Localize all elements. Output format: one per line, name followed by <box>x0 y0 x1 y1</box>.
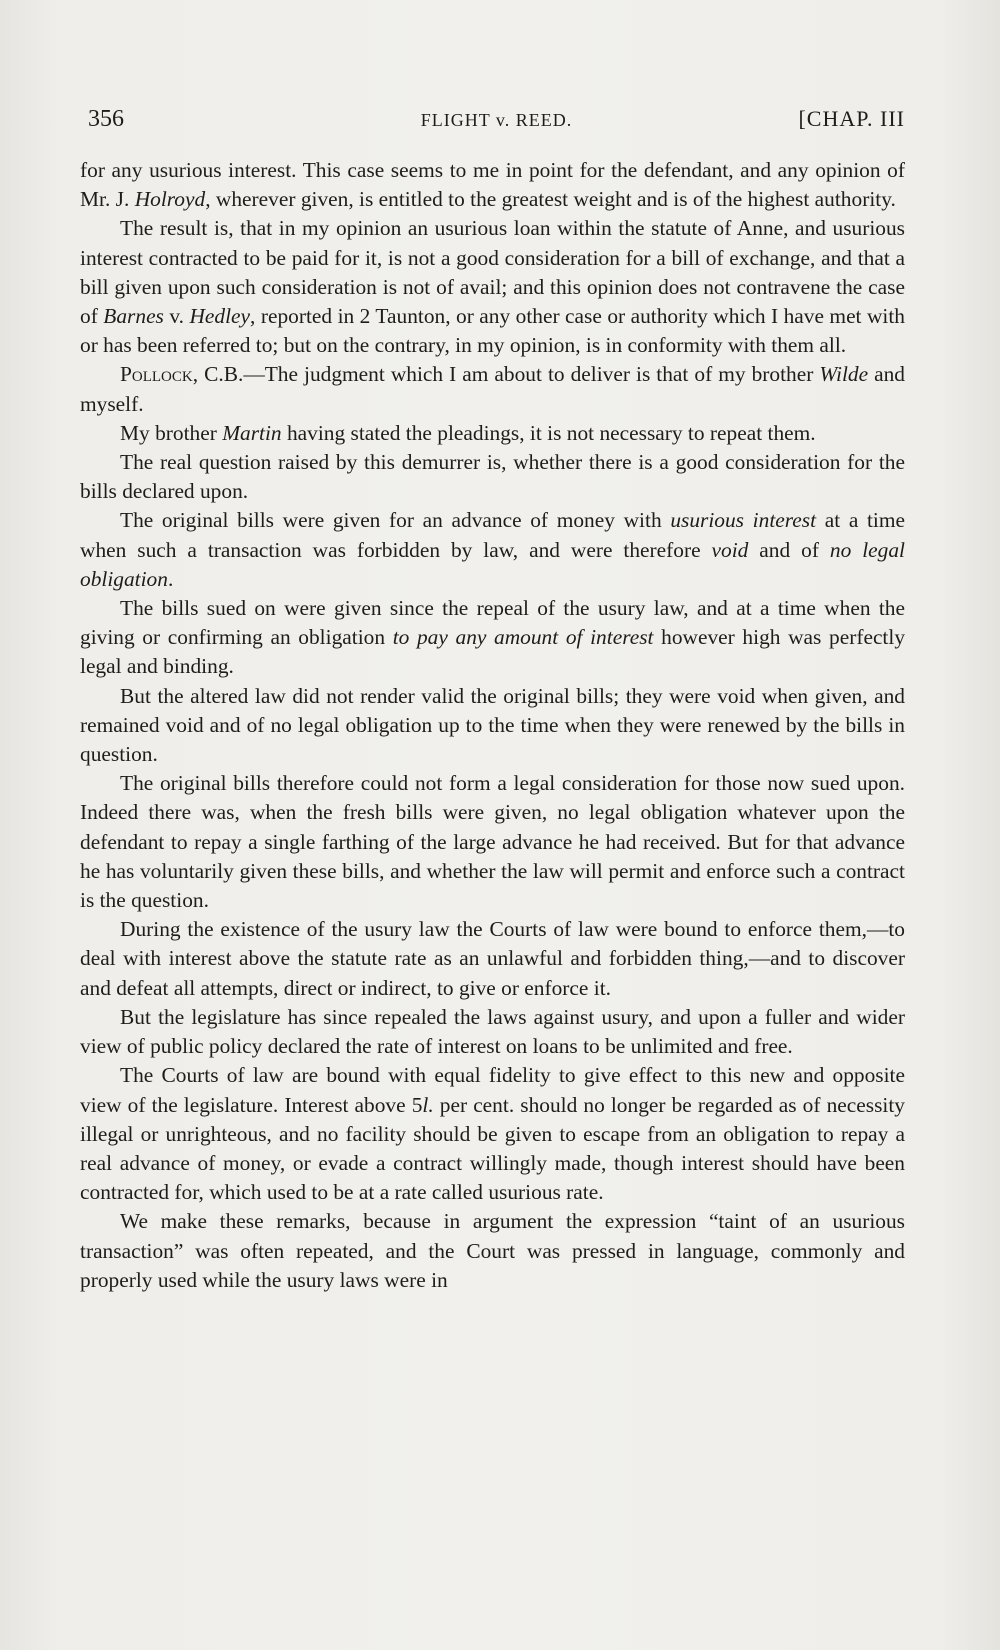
paragraph <box>80 594 905 682</box>
text-run: The Courts of law are bound with equal fidelity to give effect to this new and opposite view of the legislature. Interest above 5 <box>80 1063 905 1117</box>
italic-text: Holroyd <box>134 187 206 212</box>
paragraph <box>80 915 905 1003</box>
paragraph <box>80 1207 905 1295</box>
text-run: The real question raised by this demurrer is, whether there is a good consideration for the bills declared upon. <box>80 450 905 504</box>
text-run: But the altered law did not render valid the original bills; they were void when given, and remained void and of no legal obligation up to the time when they were renewed by the bills in question. <box>80 683 905 767</box>
text-run: , reported in 2 Taunton, or any other case or authority which I have met with or has been referred to; but on the contrary, in my opinion, is in conformity with them all. <box>80 304 905 358</box>
text-run: per cent. should no longer be regarded as of necessity illegal or unrighteous, and no facility should be given to escape from an obligation to repay a real advance of money, or evade a contract willingly made, though interest should have been contracted for, which used to be at a rate called usurious rate. <box>80 1092 905 1205</box>
paragraph <box>80 1003 905 1061</box>
text-run: however high was perfectly legal and binding. <box>80 625 906 679</box>
italic-text: to pay any amount of interest <box>392 625 654 650</box>
text-run: and myself. <box>80 362 905 416</box>
body-text <box>80 156 905 1295</box>
italic-text: Hedley <box>189 304 251 329</box>
paragraph <box>80 448 905 506</box>
text-run: , C.B.—The judgment which I am about to deliver is that of my brother <box>192 362 820 387</box>
text-run: The original bills were given for an advance of money with <box>120 508 671 533</box>
text-run: The result is, that in my opinion an usurious loan within the statute of Anne, and usurious interest contracted to be paid for it, is not a good consideration for a bill of exchange, and that a bill given upon such consideration is not of avail; and this opinion does not contravene the case of <box>80 216 905 329</box>
text-run: , wherever given, is entitled to the greatest weight and is of the highest authority. <box>205 187 896 212</box>
italic-text: usurious interest <box>670 508 817 533</box>
text-run: We make these remarks, because in argument the expression “taint of an usurious transaction” was often repeated, and the Court was pressed in language, commonly and properly used while the usury laws were in <box>80 1209 905 1292</box>
italic-text: void <box>711 537 749 562</box>
paragraph <box>80 214 905 360</box>
paragraph <box>80 360 905 418</box>
text-run: My brother <box>120 420 223 445</box>
running-title: FLIGHT v. REED. <box>420 110 573 130</box>
text-run: v. <box>163 304 190 329</box>
paragraph <box>80 1061 905 1207</box>
text-run: at a time when such a transaction was forbidden by law, and were therefore <box>80 508 905 562</box>
paragraph <box>80 682 905 770</box>
small-caps-text: Pollock <box>120 362 193 387</box>
italic-text: Martin <box>222 420 282 445</box>
paragraph <box>80 506 905 594</box>
running-header <box>88 106 905 138</box>
text-run: . <box>167 566 174 591</box>
text-run: having stated the pleadings, it is not necessary to repeat them. <box>281 420 816 445</box>
text-run: The bills sued on were given since the repeal of the usury law, and at a time when the giving or confirming an obligation <box>80 596 905 650</box>
italic-text: l. <box>422 1092 434 1117</box>
text-run: and of <box>748 537 830 562</box>
paragraph <box>80 156 905 214</box>
italic-text: Wilde <box>819 362 869 387</box>
paragraph <box>80 769 905 915</box>
text-run: During the existence of the usury law the Courts of law were bound to enforce them,—to deal with interest above the statute rate as an unlawful and forbidden thing,—and to discover and defeat all attempts, direct or indirect, to give or enforce it. <box>80 917 905 1000</box>
page-number: 356 <box>88 106 124 132</box>
text-run: But the legislature has since repealed the laws against usury, and upon a fuller and wider view of public policy declared the rate of interest on loans to be unlimited and free. <box>80 1004 905 1059</box>
paragraph <box>80 419 905 448</box>
text-run: for any usurious interest. This case seems to me in point for the defendant, and any opinion of Mr. J. <box>80 158 905 212</box>
italic-text: Barnes <box>103 304 164 329</box>
text-run: The original bills therefore could not form a legal consideration for those now sued upon. Indeed there was, when the fresh bills were given, no legal obligation whatever upon the defendant to repay a single farthing of the large advance he had received. But for that advance he has voluntarily given these bills, and whether the law will permit and enforce such a contract is the question. <box>80 771 905 913</box>
italic-text: no legal obligation <box>80 537 905 591</box>
chapter-label: [CHAP. III <box>798 106 905 131</box>
